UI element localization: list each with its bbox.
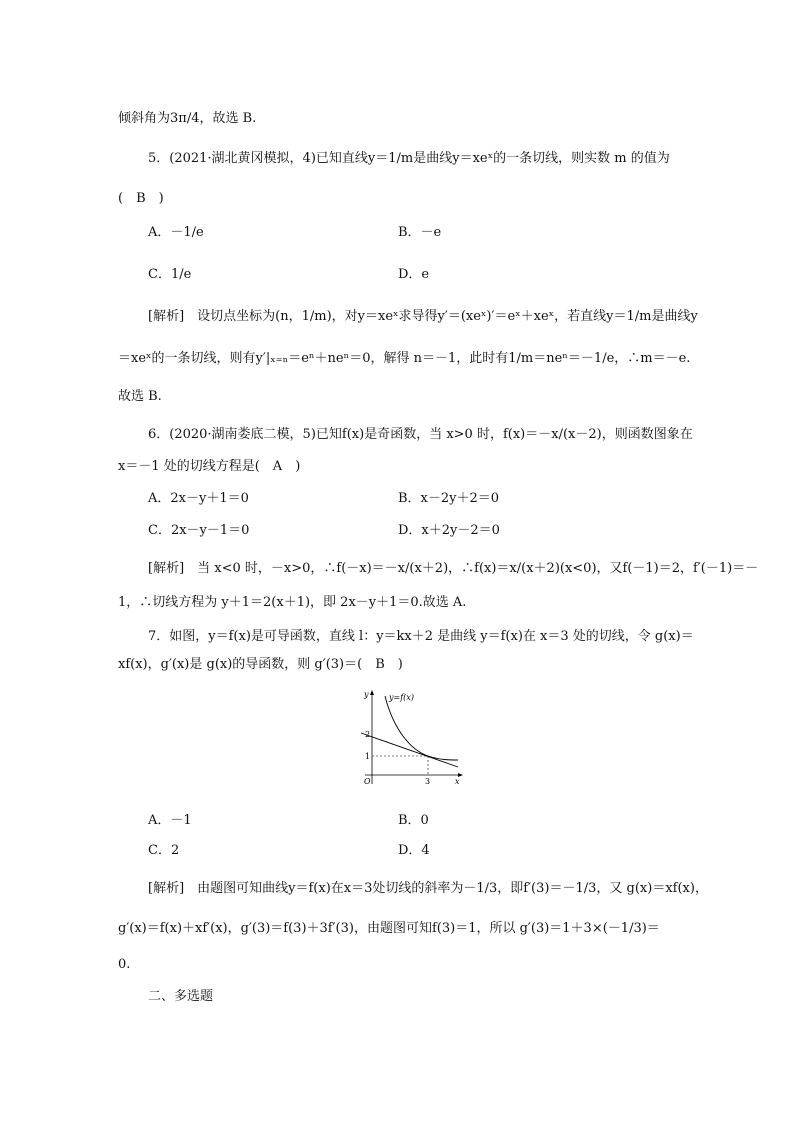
tick-y-1: 1 [365, 752, 371, 761]
question-5: 5．(2021·湖北黄冈模拟，4)已知直线y＝1/m是曲线y＝xeˣ的一条切线，则实数 m 的值为 [148, 151, 670, 166]
tick-y-2: 2 [365, 730, 371, 739]
solution-line: g′(x)＝f(x)＋xf′(x)，g′(3)＝f(3)＋3f′(3)，由题图可知f(3)＝1，所以 g′(3)＝1＋3×(－1/3)＝ [118, 921, 660, 936]
option-b: B．x－2y＋2＝0 [398, 491, 500, 506]
solution-line: ＝xeˣ的一条切线，则有y′|ₓ₌ₙ＝eⁿ＋neⁿ＝0，解得 n＝－1，此时有1/m＝neⁿ＝－1/e，∴m＝－e. [118, 351, 691, 366]
option-b: B．0 [398, 813, 429, 828]
tangent-figure [355, 688, 465, 788]
solution-line: [解析] 设切点坐标为(n，1/m)，对y＝xeˣ求导得y′＝(xeˣ)′＝eˣ＋xeˣ，若直线y＝1/m是曲线y [148, 309, 698, 324]
option-b: B．－e [398, 225, 442, 240]
question-7: 7．如图，y＝f(x)是可导函数，直线 l：y＝kx＋2 是曲线 y＝f(x)在 x＝3 处的切线，令 g(x)＝ [148, 629, 694, 644]
question-7-cont: xf(x)，g′(x)是 g(x)的导函数，则 g′(3)＝( B ) [118, 657, 403, 672]
x-axis-label: x [455, 777, 460, 786]
solution-line: 故选 B. [118, 389, 162, 404]
option-a: A．2x－y＋1＝0 [148, 491, 249, 506]
solution-line: [解析] 由题图可知曲线y＝f(x)在x＝3处切线的斜率为－1/3，即f′(3)＝－1/3，又 g(x)＝xf(x)， [148, 881, 708, 896]
option-a: A．－1 [148, 813, 192, 828]
option-d: D．4 [398, 843, 430, 858]
option-d: D．e [398, 267, 430, 282]
y-axis-label: y [364, 690, 369, 699]
solution-line: 0. [118, 957, 131, 972]
section-heading: 二、多选题 [148, 989, 214, 1004]
option-d: D．x＋2y－2＝0 [398, 523, 500, 538]
option-c: C．2 [148, 843, 180, 858]
solution-line: 1，∴切线方程为 y＋1＝2(x＋1)，即 2x－y＋1＝0.故选 A. [118, 595, 467, 610]
text-line: 倾斜角为3π/4，故选 B. [118, 111, 257, 126]
option-c: C．2x－y－1＝0 [148, 523, 250, 538]
answer-bracket: ( B ) [118, 191, 164, 206]
question-6: 6．(2020·湖南娄底二模，5)已知f(x)是奇函数，当 x>0 时，f(x)＝－x/(x－2)，则函数图象在 [148, 427, 693, 442]
tick-x-3: 3 [425, 777, 431, 786]
curve-label: y=f(x) [389, 693, 414, 702]
origin-label: O [364, 777, 371, 786]
option-a: A．－1/e [148, 225, 204, 240]
question-6-cont: x＝－1 处的切线方程是( A ) [118, 459, 301, 474]
tangent-line [361, 733, 458, 767]
curve-f [385, 696, 458, 760]
y-arrow-icon [370, 690, 374, 695]
solution-line: [解析] 当 x<0 时，－x>0，∴f(－x)＝－x/(x＋2)，∴f(x)＝x/(x＋2)(x<0)，又f(－1)＝2，f′(－1)＝－ [148, 561, 759, 576]
option-c: C．1/e [148, 267, 192, 282]
